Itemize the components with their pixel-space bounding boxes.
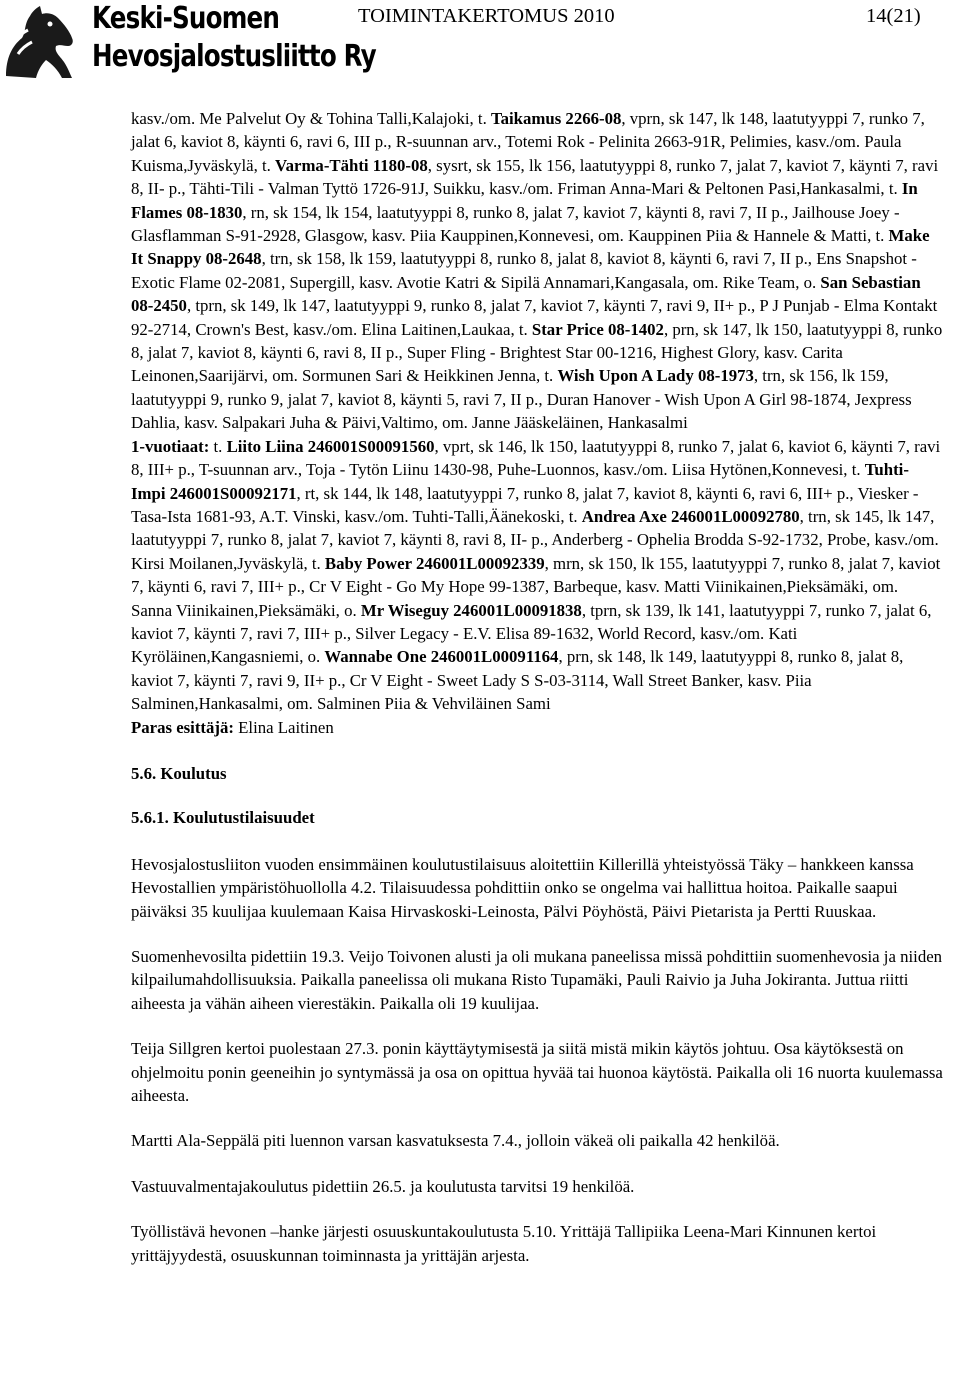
horse-name: In Flames 08-1830 (131, 179, 918, 222)
entry-text: , vprn, sk 147, lk 148, laatutyyppi 7, runko 7, jalat 6, kaviot 8, käynti 6, ravi 6, III p., R-suunnan arv., Totemi Rok - Pelinita 2663-91R, Pelimies, kasv./om. Paula Kuisma,Jyväskylä, t. (131, 109, 925, 175)
entry-text: kasv./om. Me Palvelut Oy & Tohina Talli,Kalajoki, t. (131, 109, 491, 128)
text-paragraph: Työllistävä hevonen –hanke järjesti osuuskuntakoulutusta 5.10. Yrittäjä Tallipiika Leena-Mari Kinnunen kertoi yrittäjyydestä, osuuskunnan toiminnasta ja yrittäjän arjesta. (131, 1222, 877, 1265)
horse-head-icon (2, 2, 86, 80)
entry-text: Elina Laitinen (233, 717, 334, 737)
document-body (131, 107, 943, 1267)
page-number: 14(21) (866, 5, 921, 27)
text-paragraph: Martti Ala-Seppälä piti luennon varsan kasvatuksesta 7.4., jolloin väkeä oli paikalla 42 henkilöä. (131, 1131, 780, 1151)
page-header (0, 0, 960, 90)
entry-text: t. (209, 436, 227, 456)
horse-results-paragraph (131, 107, 943, 739)
text-paragraph: Teija Sillgren kertoi puolestaan 27.3. ponin käyttäytymisestä ja siitä mistä mikin käytös johtuu. Osa käytöksestä on ohjelmoitu ponin geeneihin jo syntymässä ja osa on opittua hyvää tai huonoa käytöstä. Paikalla oli 16 nuorta kuulemassa aiheesta. (131, 1039, 943, 1106)
logo-text (92, 0, 376, 76)
horse-name: Baby Power 246001L00092339 (324, 553, 545, 573)
horse-name: Tuhti-Impi 246001S00092171 (131, 460, 909, 503)
report-title: TOIMINTAKERTOMUS 2010 (358, 5, 615, 27)
entry-text: , prn, sk 147, lk 150, laatutyyppi 8, runko 8, jalat 7, kaviot 8, käynti 6, ravi 8, II p., Super Fling - Brightest Star 00-1216, Highest Glory, kasv. Carita Leinonen,Saarijärvi, om. Sormunen Sari & Heikkinen Jenna, t. (131, 319, 943, 386)
entry-text: , trn, sk 156, lk 159, laatutyyppi 9, runko 9, jalat 7, kaviot 8, käynti 5, ravi 7, II p., Duran Hanover - Wish Upon A Girl 98-1874, Jexpress Dahlia, kasv. Salpakari Juha & Päivi,Valtimo, om. Janne Jääskeläinen, Hankasalmi (131, 366, 912, 433)
entry-text: , prn, sk 148, lk 149, laatutyyppi 8, runko 8, jalat 8, kaviot 7, käynti 7, ravi 9, II+ p., Cr V Eight - Sweet Lady S S-03-3114, Wall Street Banker, kasv. Piia Salminen,Hankasalmi, om. Salminen Piia & Vehviläinen Sami (131, 647, 904, 714)
horse-name: Wish Upon A Lady 08-1973 (557, 366, 754, 386)
horse-name: Paras esittäjä: (131, 717, 234, 737)
logo-line-2: Hevosjalostusliitto Ry (92, 39, 376, 74)
entry-text: , rt, sk 144, lk 148, laatutyyppi 7, runko 8, jalat 7, kaviot 8, käynti 6, ravi 6, III+ p., Viesker - Tasa-Ista 1681-93, A.T. Vinski, kasv./om. Tuhti-Talli,Äänekoski, t. (131, 483, 919, 526)
entry-text: , trn, sk 158, lk 159, laatutyyppi 8, runko 8, jalat 8, kaviot 8, käynti 6, ravi 7, II p., Ens Snapshot - Exotic Flame 02-2081, Supergill, kasv. Avotie Katri & Sipilä Annamari,Kangasala, om. Rike Team, o. (131, 249, 917, 292)
entry-text: , tprn, sk 149, lk 147, laatutyyppi 9, runko 8, jalat 7, kaviot 7, käynti 7, ravi 9, II+ p., P J Punjab - Elma Kontakt 92-2714, Crown's Best, kasv./om. Elina Laitinen,Laukaa, t. (131, 296, 938, 339)
horse-name: San Sebastian 08-2450 (131, 272, 921, 316)
horse-name: Star Price 08-1402 (531, 319, 664, 339)
text-paragraph: Suomenhevosilta pidettiin 19.3. Veijo Toivonen alusti ja oli mukana paneelissa missä pohdittiin suomenhevosia ja niiden kilpailumahdollisuuksia. Paikalla paneelissa oli mukana Risto Tupamäki, Pauli Raivio ja Juha Jokiranta. Juttua riitti aiheesta ja vähän aiheen vierestäkin. Paikalla oli 19 kuulijaa. (131, 947, 943, 1013)
text-paragraph: Hevosjalostusliiton vuoden ensimmäinen koulutustilaisuus aloitettiin Killerillä yhteistyössä Täky – hankkeen kanssa Hevostallien ympäristöhuollolla 4.2. Tilaisuudessa pohdittiin onko se ongelma vai hallittua hoitoa. Paikalle saapui päiväksi 35 kuulijaa kuulemaan Kaisa Hirvaskoski-Leinosta, Pälvi Pöyhöstä, Päivi Pietarista ja Pertti Ruuskaa. (131, 854, 914, 921)
entry-text: , vprt, sk 146, lk 150, laatutyyppi 8, runko 7, jalat 6, kaviot 6, käynti 7, ravi 8, III+ p., T-suunnan arv., Toja - Tytön Liinu 1430-98, Puhe-Luonnos, kasv./om. Liisa Hytönen,Konnevesi, t. (131, 436, 941, 480)
text-paragraph: Vastuuvalmentajakoulutus pidettiin 26.5. ja koulutusta tarvitsi 19 henkilöä. (131, 1176, 635, 1196)
horse-name: Liito Liina 246001S00091560 (226, 436, 435, 456)
horse-name: Varma-Tähti 1180-08 (275, 155, 428, 175)
entry-text: , tprn, sk 139, lk 141, laatutyyppi 7, runko 7, jalat 6, kaviot 7, käynti 7, ravi 7, III+ p., Silver Legacy - E.V. Elisa 89-1632, World Record, kasv./om. Kati Kyröläinen,Kangasniemi, o. (131, 600, 932, 667)
section-heading: 5.6. Koulutus (131, 763, 227, 783)
horse-name: Taikamus 2266-08 (490, 109, 622, 128)
entry-text: , sysrt, sk 155, lk 156, laatutyyppi 8, runko 7, jalat 7, kaviot 7, käynti 7, ravi 8, II- p., Tähti-Tili - Valman Tyttö 1726-91J, Suikku, kasv./om. Friman Anna-Mari & Peltonen Pasi,Hankasalmi, t. (131, 155, 939, 199)
horse-name: Andrea Axe 246001L00092780 (581, 506, 800, 526)
horse-name: Wannabe One 246001L00091164 (324, 647, 559, 667)
logo-line-1: Keski-Suomen (92, 1, 280, 36)
entry-text: , trn, sk 145, lk 147, laatutyyppi 7, runko 8, jalat 7, kaviot 7, käynti 8, ravi 8, II- p., Anderberg - Ophelia Brodda S-92-1732, Probe, kasv./om. Kirsi Moilanen,Jyväskylä, t. (131, 506, 939, 573)
subsection-heading: 5.6.1. Koulutustilaisuudet (131, 808, 315, 828)
horse-name: Mr Wiseguy 246001L00091838 (360, 600, 582, 620)
horse-name: 1-vuotiaat: (131, 436, 210, 456)
horse-name: Make It Snappy 08-2648 (131, 226, 930, 269)
entry-text: , mrn, sk 150, lk 155, laatutyyppi 7, runko 8, jalat 7, kaviot 7, käynti 6, ravi 7, III+ p., Cr V Eight - Go My Hope 99-1387, Barbeque, kasv. Matti Viinikainen,Pieksämäki, om. Sanna Viinikainen,Pieksämäki, o. (131, 553, 941, 620)
logo (0, 0, 376, 90)
entry-text: , rn, sk 154, lk 154, laatutyyppi 8, runko 8, jalat 7, kaviot 7, käynti 8, ravi 7, II p., Jailhouse Joey - Glasflamman S-91-2928, Glasgow, kasv. Piia Kauppinen,Konnevesi, om. Kauppinen Piia & Hannele & Matti, t. (131, 202, 900, 246)
